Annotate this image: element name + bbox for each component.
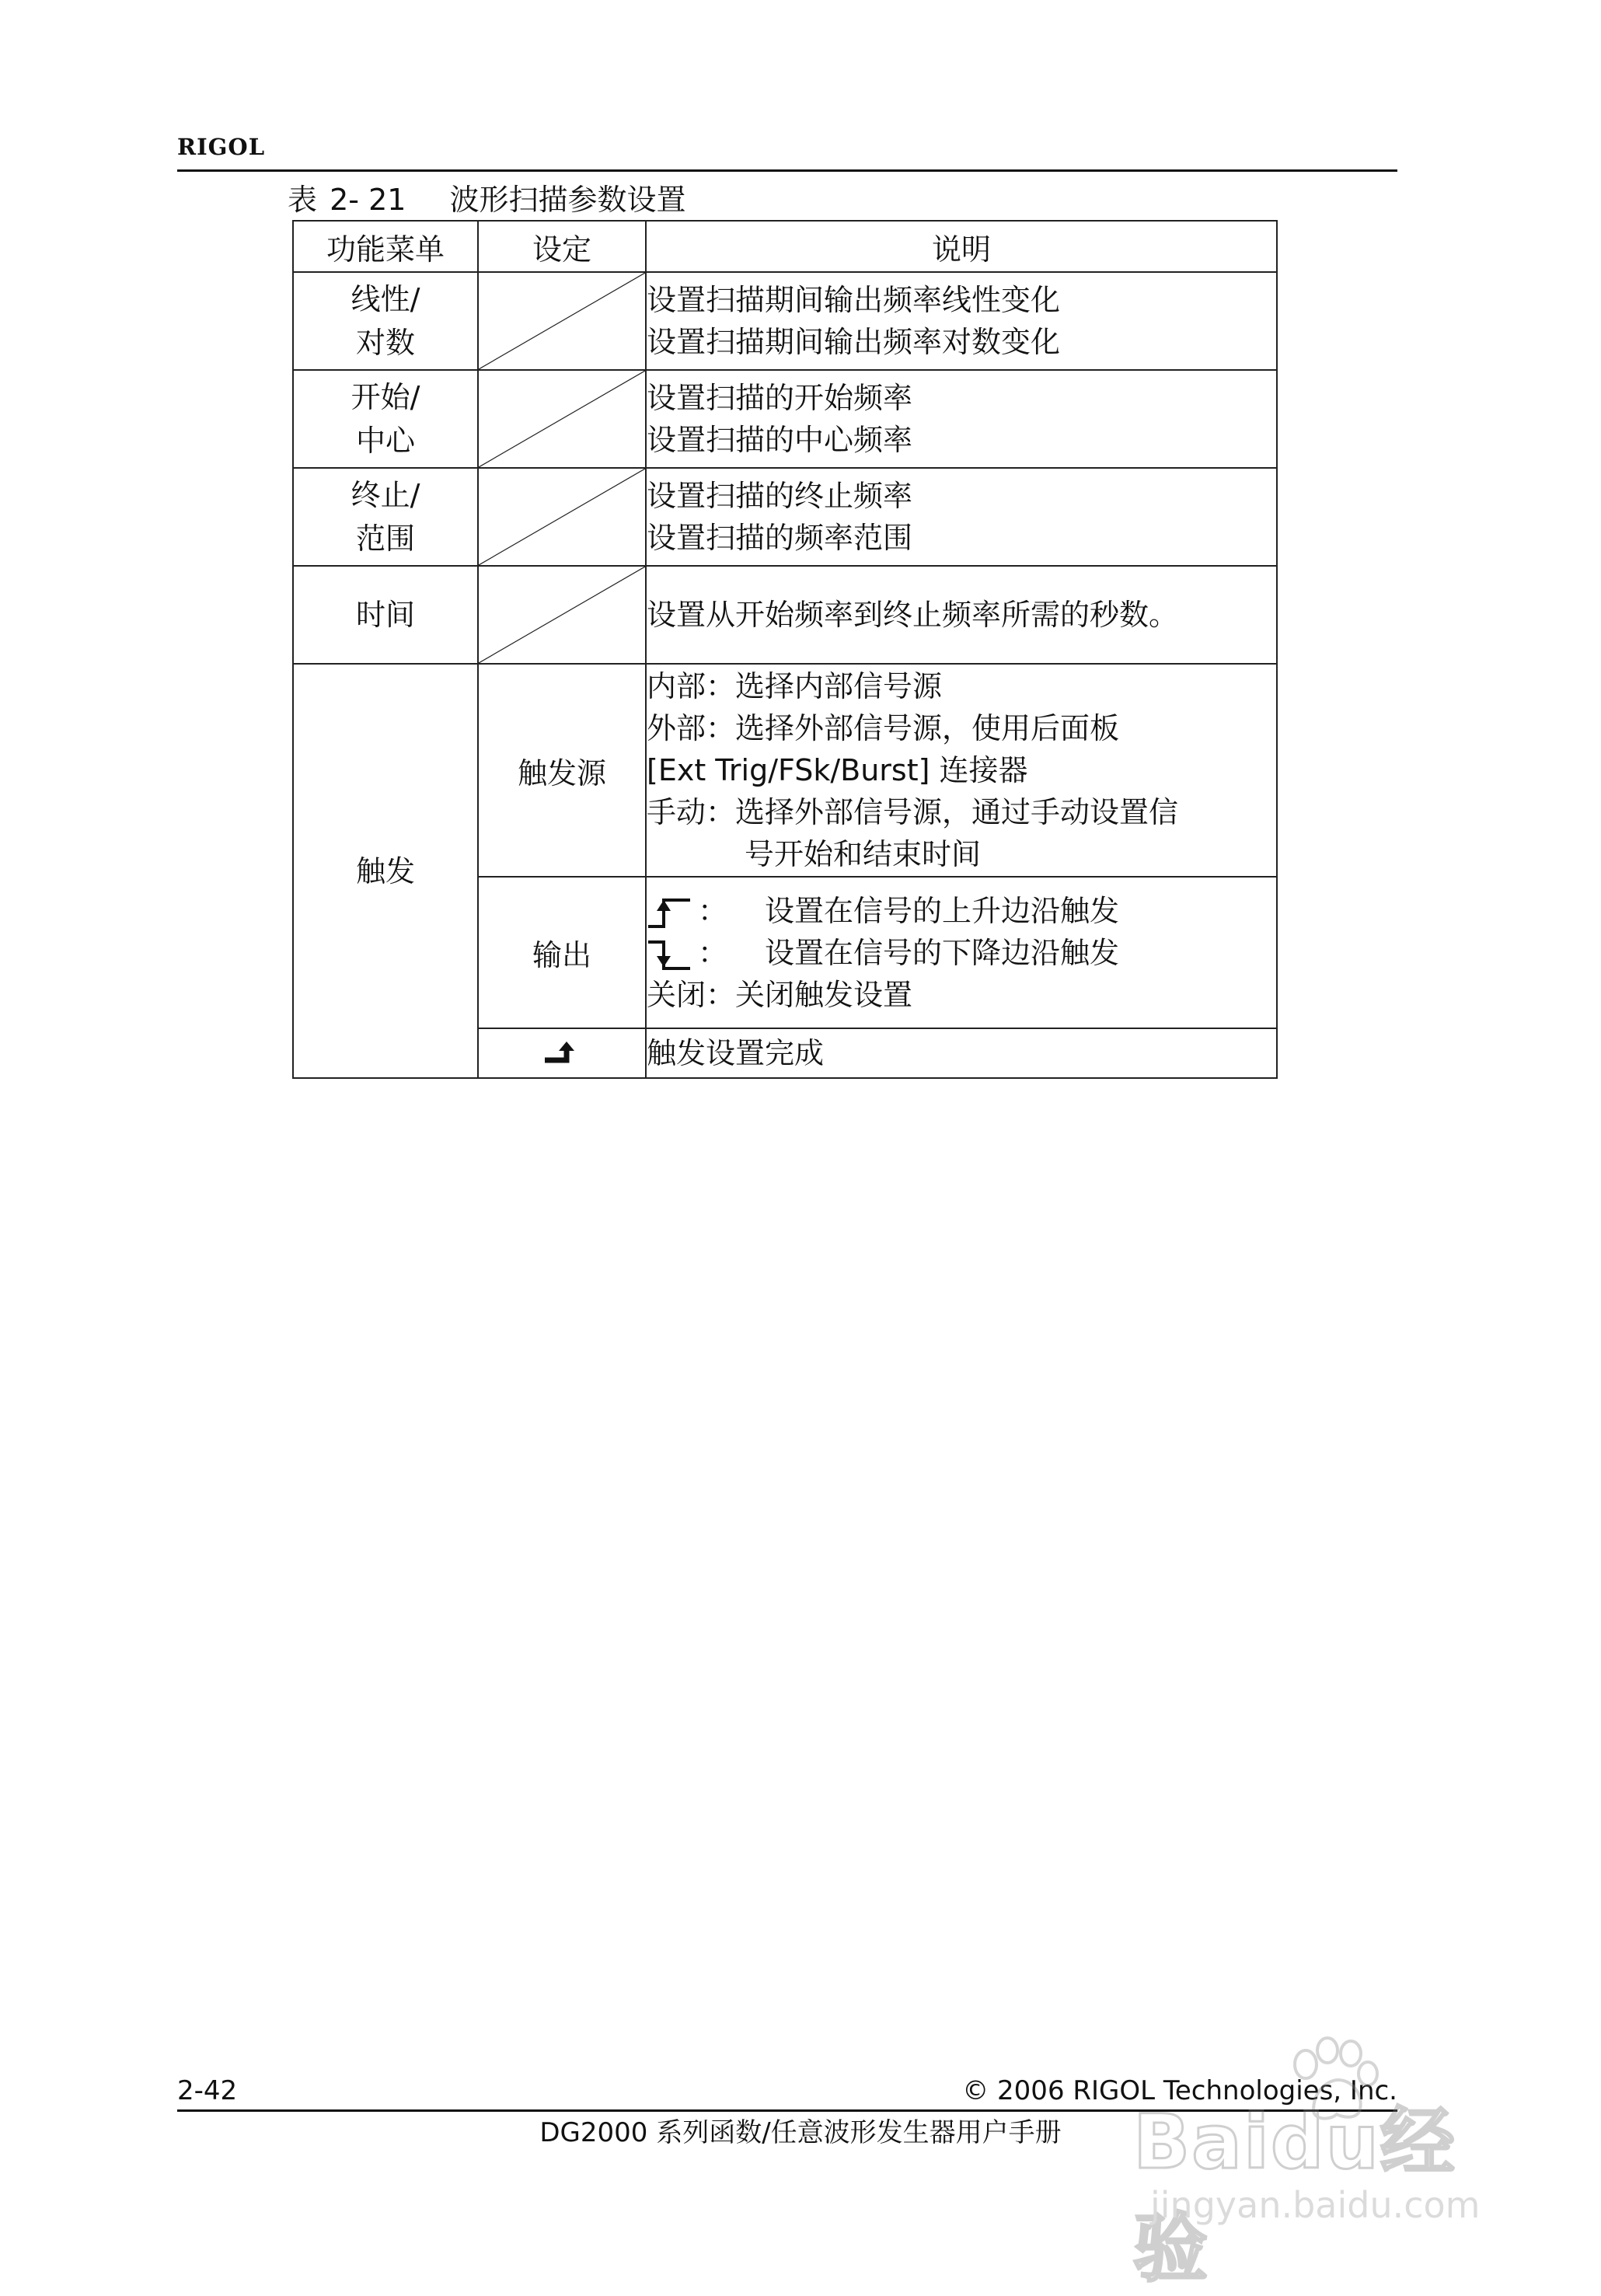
falling-edge-icon (647, 937, 695, 972)
setting-cell-empty (478, 272, 646, 370)
description-line: 设置扫描期间输出频率线性变化 (647, 283, 1061, 317)
description-line: 设置扫描的频率范围 (647, 521, 913, 555)
description-line: 外部：选择外部信号源，使用后面板 (647, 711, 1120, 745)
setting-cell-empty (478, 370, 646, 468)
table-row-time (293, 566, 1277, 664)
menu-line: 时间 (355, 598, 415, 632)
setting-label: 输出 (532, 938, 591, 972)
footer-page-number: 2-42 (177, 2075, 238, 2106)
setting-cell (478, 877, 646, 1028)
watermark-url: jingyan.baidu.com (1150, 2184, 1481, 2226)
header-setting: 设定 (478, 221, 646, 272)
header-menu: 功能菜单 (293, 221, 478, 272)
menu-line: 对数 (355, 326, 415, 360)
description-cell (646, 468, 1277, 566)
menu-line: 触发 (355, 853, 415, 888)
description-cell (646, 1028, 1277, 1078)
description-cell (646, 370, 1277, 468)
description-line: 设置扫描的终止频率 (647, 479, 913, 513)
description-line: 触发设置完成 (647, 1036, 825, 1070)
setting-cell (478, 664, 646, 877)
sweep-parameter-table (292, 220, 1278, 1079)
menu-line: 范围 (355, 522, 415, 556)
watermark-brand: Baidu经验 (1133, 2099, 1456, 2292)
description-line: 设置从开始频率到终止频率所需的秒数。 (647, 598, 1179, 632)
description-cell (646, 877, 1277, 1028)
diagonal-slash (479, 371, 645, 467)
menu-cell (293, 370, 478, 468)
description-line: [Ext Trig/FSk/Burst] 连接器 (647, 753, 1028, 787)
table-row-linear-log (293, 272, 1277, 370)
menu-cell (293, 566, 478, 664)
description-line: 内部：选择内部信号源 (647, 669, 943, 703)
return-arrow-icon (543, 1042, 581, 1063)
description-line: 手动：选择外部信号源，通过手动设置信 (647, 795, 1179, 829)
description-cell (646, 664, 1277, 877)
diagonal-slash (479, 567, 645, 663)
rising-edge-description: 设置在信号的上升边沿触发 (765, 893, 1120, 928)
description-cell (646, 272, 1277, 370)
description-line (647, 932, 1276, 974)
rising-edge-separator: ： (698, 893, 728, 928)
caption-number: 2- 21 (330, 183, 406, 217)
menu-cell (293, 468, 478, 566)
caption-label: 表 (288, 183, 318, 217)
diagonal-slash (479, 469, 645, 565)
setting-cell-empty (478, 468, 646, 566)
menu-cell-trigger (293, 664, 478, 1078)
header-rule (177, 169, 1397, 172)
setting-label: 触发源 (517, 755, 606, 790)
menu-line: 中心 (355, 424, 415, 458)
table-row-start-center (293, 370, 1277, 468)
header-description: 说明 (646, 221, 1277, 272)
header-brand: RIGOL (177, 134, 266, 160)
menu-line: 终止/ (351, 478, 420, 512)
table-caption (288, 176, 686, 218)
menu-cell (293, 272, 478, 370)
description-line: 设置扫描的开始频率 (647, 381, 913, 415)
rising-edge-icon (647, 895, 695, 930)
description-line: 设置扫描的中心频率 (647, 423, 913, 457)
setting-cell-empty (478, 566, 646, 664)
footer-copyright: © 2006 RIGOL Technologies, Inc. (962, 2075, 1397, 2106)
falling-edge-separator: ： (698, 935, 728, 970)
setting-cell (478, 1028, 646, 1078)
footer-manual-title: DG2000 系列函数/任意波形发生器用户手册 (539, 2117, 1062, 2148)
diagonal-slash (479, 273, 645, 369)
falling-edge-description: 设置在信号的下降边沿触发 (765, 935, 1120, 970)
description-cell (646, 566, 1277, 664)
description-line (647, 890, 1276, 932)
caption-title: 波形扫描参数设置 (449, 183, 686, 217)
description-line: 关闭：关闭触发设置 (647, 977, 913, 1012)
baidu-watermark (1127, 2029, 1531, 2292)
description-line: 号开始和结束时间 (745, 837, 982, 871)
table-row-trigger-source (293, 664, 1277, 877)
menu-line: 线性/ (351, 282, 420, 316)
description-line: 设置扫描期间输出频率对数变化 (647, 325, 1061, 359)
table-row-stop-span (293, 468, 1277, 566)
table-header-row (293, 221, 1277, 272)
menu-line: 开始/ (351, 380, 420, 414)
